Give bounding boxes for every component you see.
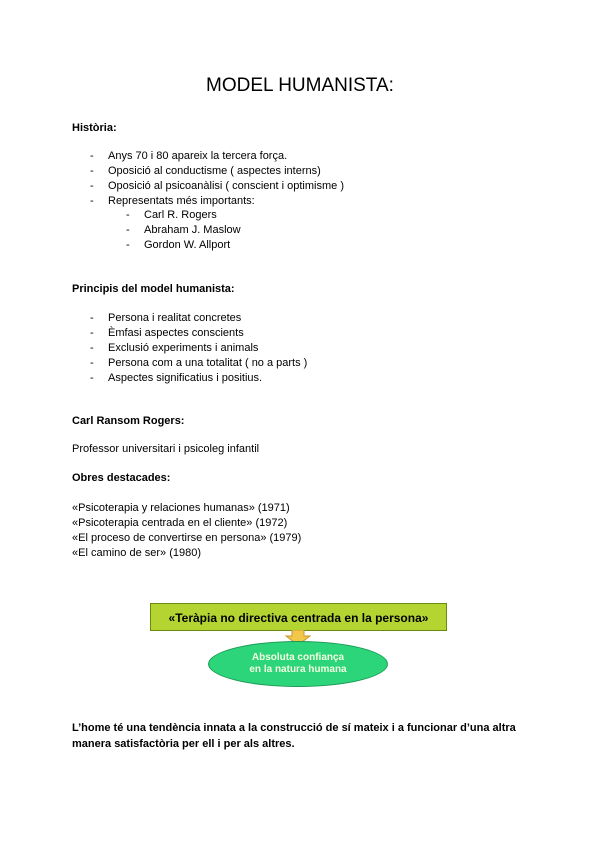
page-title: MODEL HUMANISTA: [206, 75, 394, 96]
ellipse-line-2: en la natura humana [249, 664, 347, 675]
list-item: - Carl R. Rogers [126, 209, 217, 221]
principis-heading: Principis del model humanista: [72, 283, 235, 295]
historia-sublist [126, 208, 241, 253]
list-item: - Persona com a una totalitat ( no a parts ) [90, 357, 308, 369]
trust-ellipse [208, 641, 388, 687]
list-item: - Èmfasi aspectes conscients [90, 327, 244, 339]
obres-heading: Obres destacades: [72, 472, 171, 484]
list-item: «Psicoterapia y relaciones humanas» (1971) [72, 502, 290, 514]
list-item: - Persona i realitat concretes [90, 312, 242, 324]
list-item: - Gordon W. Allport [126, 239, 231, 251]
list-item: - Anys 70 i 80 apareix la tercera força. [90, 150, 288, 162]
list-item: «El proceso de convertirse en persona» (1979) [72, 532, 302, 544]
historia-heading: Història: [72, 122, 117, 134]
ellipse-line-1: Absoluta confiança [251, 652, 345, 663]
rogers-heading: Carl Ransom Rogers: [72, 415, 185, 427]
list-item: «El camino de ser» (1980) [72, 547, 202, 559]
obres-list [72, 501, 301, 561]
list-item: - Representats més importants: [90, 195, 255, 207]
list-item: - Oposició al conductisme ( aspectes interns) [90, 165, 321, 177]
closing-paragraph: L’home té una tendència innata a la construcció de sí mateix i a funcionar d’una altra manera satisfactòria per ell i per als altres. [72, 722, 516, 750]
list-item: - Aspectes significatius i positius. [90, 372, 263, 384]
list-item: - Oposició al psicoanàlisi ( conscient i optimisme ) [90, 180, 344, 192]
rogers-description: Professor universitari i psicoleg infantil [72, 443, 260, 455]
therapy-box: «Teràpia no directiva centrada en la persona» [150, 603, 447, 631]
list-item: - Exclusió experiments i animals [90, 342, 259, 354]
list-item: «Psicoterapia centrada en el cliente» (1972) [72, 517, 288, 529]
principis-list [90, 311, 308, 386]
list-item: - Abraham J. Maslow [126, 224, 241, 236]
historia-list [90, 149, 344, 209]
